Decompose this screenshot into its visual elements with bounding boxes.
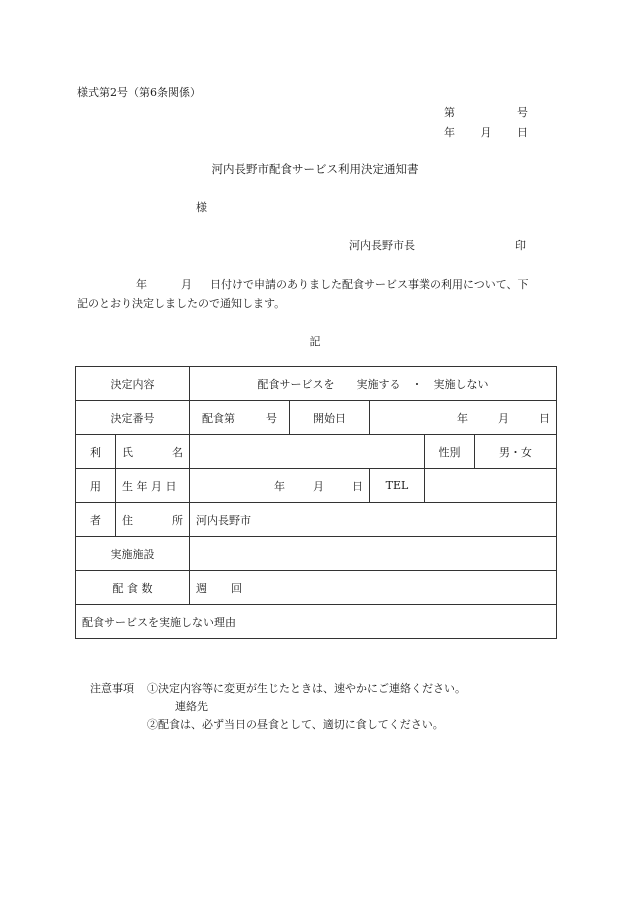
date-year: 年 [444, 126, 455, 139]
facility-value [190, 537, 557, 571]
body-line-1 [136, 276, 529, 292]
row-facility [76, 537, 557, 571]
address-label [116, 503, 190, 537]
facility-label: 実施施設 [76, 537, 190, 571]
note-item-1: ①決定内容等に変更が生じたときは、速やかにご連絡ください。 [147, 682, 466, 695]
notes-heading: 注意事項 [90, 682, 134, 695]
row-name [76, 435, 557, 469]
note-line-1 [90, 680, 466, 696]
meal-week: 週 [196, 581, 207, 595]
birth-day: 日 [352, 479, 363, 493]
seal-mark: 印 [515, 239, 526, 252]
decision-no-prefix: 配食第 [202, 411, 235, 425]
start-month: 月 [498, 411, 510, 425]
row-reason [76, 605, 557, 639]
decision-no-label: 決定番号 [76, 401, 190, 435]
row-birth [76, 469, 557, 503]
date-day: 日 [517, 126, 528, 139]
note-item-2: ②配食は、必ず当日の昼食として、適切に食してください。 [147, 718, 444, 731]
date-month: 月 [480, 126, 492, 139]
user-label-2: 用 [76, 469, 116, 503]
user-label-3: 者 [76, 503, 116, 537]
birth-month: 月 [313, 479, 324, 493]
ki-heading: 記 [309, 335, 321, 348]
body-year: 年 [136, 278, 147, 291]
body-month: 月 [181, 278, 192, 291]
row-decision [76, 367, 557, 401]
issuer-name: 河内長野市長 [349, 239, 415, 252]
decision-value: 配食サービスを 実施する ・ 実施しない [190, 367, 557, 401]
start-label: 開始日 [290, 401, 370, 435]
meal-count-value [190, 571, 557, 605]
tel-label: TEL [370, 469, 425, 503]
birth-label: 生 年 月 日 [116, 469, 190, 503]
meal-count-label: 配 食 数 [76, 571, 190, 605]
decision-no-cell [190, 401, 290, 435]
body-line-2: 記のとおり決定しましたので通知します。 [77, 297, 286, 310]
document-title: 河内長野市配食サービス利用決定通知書 [211, 162, 419, 176]
sex-value: 男・女 [475, 435, 557, 469]
address-label-b: 所 [172, 513, 183, 527]
addressee-honorific: 様 [196, 201, 207, 214]
tel-value [425, 469, 557, 503]
name-label-a: 氏 [122, 445, 133, 459]
doc-no-suffix: 号 [517, 106, 528, 119]
reason-label: 配食サービスを実施しない理由 [82, 615, 236, 629]
birth-date-cell [190, 469, 370, 503]
document-number-line [444, 104, 528, 120]
form-number: 様式第2号（第6条関係） [77, 86, 201, 99]
reason-cell [76, 605, 557, 639]
row-address [76, 503, 557, 537]
sex-label: 性別 [425, 435, 475, 469]
meal-times: 回 [231, 581, 242, 595]
address-label-a: 住 [122, 513, 133, 527]
row-decision-no [76, 401, 557, 435]
doc-no-prefix: 第 [444, 106, 455, 119]
decision-label: 決定内容 [76, 367, 190, 401]
name-label [116, 435, 190, 469]
address-value: 河内長野市 [190, 503, 557, 537]
decision-no-suffix: 号 [266, 411, 277, 425]
start-date-cell [370, 401, 557, 435]
name-label-b: 名 [172, 445, 183, 459]
birth-year: 年 [274, 479, 285, 493]
row-meal-count [76, 571, 557, 605]
user-label-1: 利 [76, 435, 116, 469]
decision-table [75, 366, 557, 639]
name-value [190, 435, 425, 469]
note-contact: 連絡先 [175, 700, 208, 713]
body-line1-rest: 日付けで申請のありました配食サービス事業の利用について、下 [210, 278, 529, 291]
start-year: 年 [457, 411, 469, 425]
issue-date-line [444, 124, 528, 140]
start-day: 日 [539, 411, 551, 425]
